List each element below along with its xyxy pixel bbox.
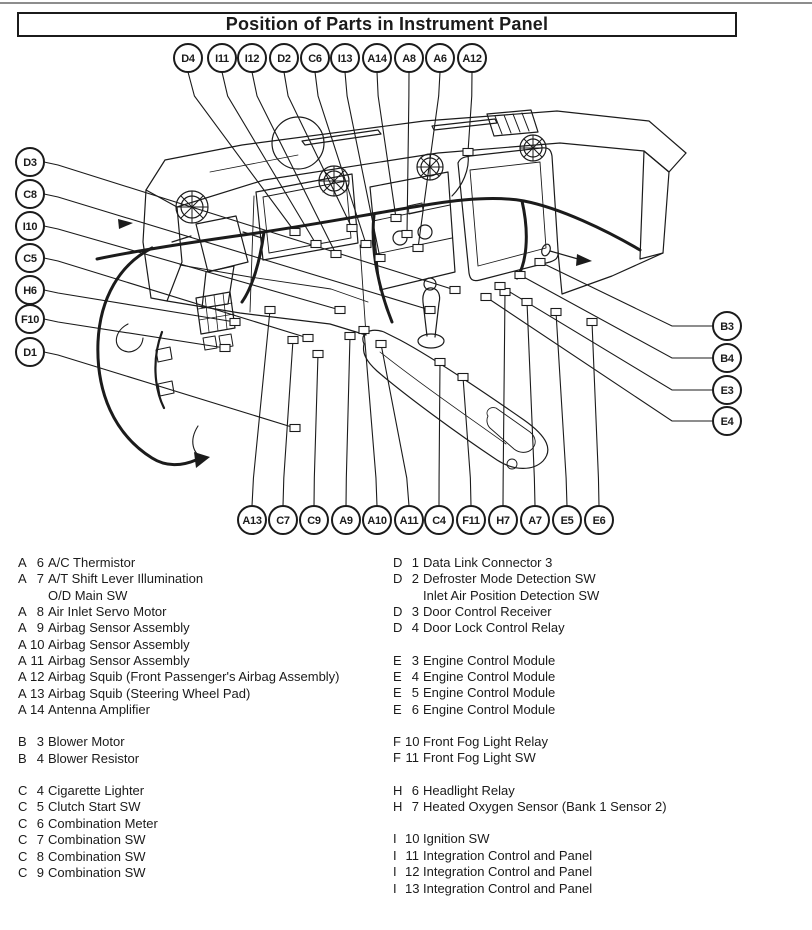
legend-code-letter: I <box>393 864 397 880</box>
callout-a6 <box>426 44 454 72</box>
callout-d2 <box>270 44 298 72</box>
leader-line-i10 <box>44 226 340 310</box>
leader-line-c4 <box>439 362 440 506</box>
connector-marker-i10 <box>335 307 345 314</box>
legend-code-number: 13 <box>405 880 420 896</box>
leader-line-a11 <box>381 344 409 506</box>
legend-part-name: Airbag Sensor Assembly <box>48 620 190 636</box>
legend-code-number: 13 <box>30 685 45 701</box>
callout-label: A14 <box>367 53 387 65</box>
callout-a7 <box>521 506 549 534</box>
callout-label: A9 <box>339 515 353 527</box>
callout-label: C4 <box>432 515 446 527</box>
connector-marker-c6 <box>361 241 371 248</box>
connector-marker-e3 <box>495 283 505 290</box>
legend-code-number: 8 <box>36 604 44 620</box>
connector-marker-c8 <box>425 307 435 314</box>
legend-entry-a12 <box>18 669 386 685</box>
connector-marker-h6 <box>230 319 240 326</box>
legend-part-name: Integration Control and Panel <box>423 847 593 863</box>
leader-lines <box>44 72 713 506</box>
connector-marker-i11 <box>311 241 321 248</box>
legend-column-left <box>18 555 386 881</box>
callout-f10 <box>16 305 44 333</box>
legend-code-letter: C <box>18 799 28 815</box>
dash-lower-edge <box>167 245 368 335</box>
leader-line-a7 <box>527 302 535 506</box>
legend-code-number: 8 <box>36 848 44 864</box>
legend-code-number: 6 <box>36 815 44 831</box>
page-title: Position of Parts in Instrument Panel <box>225 14 549 34</box>
legend-group <box>393 555 807 637</box>
callout-a13 <box>238 506 266 534</box>
leader-line-e5 <box>556 312 567 506</box>
callout-label: B3 <box>720 321 734 333</box>
legend-part-name: Integration Control and Panel <box>423 864 593 880</box>
connector-marker-a6 <box>413 245 423 252</box>
legend-entry-i10 <box>393 831 807 847</box>
legend-part-name: A/T Shift Lever Illumination <box>48 571 204 587</box>
legend-entry-a14 <box>18 702 386 718</box>
callout-label: H6 <box>23 285 37 297</box>
legend-entry-a9 <box>18 620 386 636</box>
callout-label: A12 <box>462 53 482 65</box>
legend-part-name: Airbag Sensor Assembly <box>48 653 190 669</box>
legend-code-number: 4 <box>36 750 44 766</box>
connector-marker-f10 <box>220 345 230 352</box>
floor-console <box>363 330 548 469</box>
legend-code-letter: E <box>393 669 402 685</box>
legend-code-letter: E <box>393 652 402 668</box>
leader-line-b3 <box>540 262 713 326</box>
legend-group <box>18 783 386 881</box>
callout-i10 <box>16 212 44 240</box>
callout-a10 <box>363 506 391 534</box>
legend-code-number: 9 <box>36 864 44 880</box>
connector-marker-a7 <box>522 299 532 306</box>
legend-entry-c9 <box>18 865 386 881</box>
legend-code-letter: B <box>18 734 27 750</box>
legend-part-name: Airbag Squib (Steering Wheel Pad) <box>48 685 251 701</box>
connector-marker-c7 <box>288 337 298 344</box>
legend-code-number: 2 <box>411 571 419 587</box>
callout-c5 <box>16 244 44 272</box>
callout-e3 <box>713 376 741 404</box>
legend-part-name: Combination SW <box>48 832 146 848</box>
legend-code-letter: F <box>393 734 401 750</box>
connector-marker-b4 <box>515 272 525 279</box>
callout-b3 <box>713 312 741 340</box>
legend-code-number: 5 <box>36 799 44 815</box>
callout-label: C7 <box>276 515 290 527</box>
legend-part-name: Door Lock Control Relay <box>423 620 565 636</box>
callout-a11 <box>395 506 423 534</box>
callout-d1 <box>16 338 44 366</box>
legend-part-name: Data Link Connector 3 <box>423 555 553 570</box>
legend-entry-a10 <box>18 637 386 653</box>
connector-marker-d2 <box>347 225 357 232</box>
connector-marker-a14 <box>391 215 401 222</box>
legend-part-name: Combination SW <box>48 848 146 864</box>
legend-code-letter: A <box>18 653 27 669</box>
legend-part-name: Clutch Start SW <box>48 799 141 815</box>
legend-code-letter: A <box>18 669 27 685</box>
callout-e4 <box>713 407 741 435</box>
legend-entry-d1 <box>393 555 807 571</box>
legend-code-letter: C <box>18 832 28 848</box>
legend-part-name: Door Control Receiver <box>423 604 552 620</box>
legend-code-number: 14 <box>30 702 45 718</box>
callout-label: F11 <box>462 515 480 527</box>
connector-marker-c5 <box>303 335 313 342</box>
callout-e5 <box>553 506 581 534</box>
legend-part-name: Integration Control and Panel <box>423 880 593 896</box>
legend-entry-i13 <box>393 881 807 897</box>
callout-label: E5 <box>560 515 574 527</box>
legend-entry-a6 <box>18 555 386 571</box>
leader-line-e4 <box>486 297 713 421</box>
connector-marker-e5 <box>551 309 561 316</box>
legend-part-name: Headlight Relay <box>423 782 515 798</box>
legend-entry-e4 <box>393 669 807 685</box>
callout-label: A13 <box>242 515 262 527</box>
dash-top-surface <box>146 111 686 207</box>
legend-code-letter: A <box>18 555 27 570</box>
callout-label: E3 <box>720 385 734 397</box>
legend-code-number: 4 <box>411 620 419 636</box>
legend-code-letter: E <box>393 701 402 717</box>
legend-code-number: 4 <box>36 783 44 799</box>
legend-part-name-line2: Inlet Air Position Detection SW <box>423 587 600 603</box>
legend-code-number: 10 <box>405 831 420 847</box>
dash-right-end <box>558 151 669 294</box>
legend-code-number: 10 <box>30 636 45 652</box>
callout-c8 <box>16 180 44 208</box>
legend-code-number: 3 <box>36 734 44 750</box>
callout-label: C5 <box>23 253 37 265</box>
legend-entry-c6 <box>18 816 386 832</box>
leader-line-d1 <box>44 352 295 428</box>
legend-code-letter: D <box>393 620 403 636</box>
legend-code-letter: D <box>393 555 403 570</box>
legend-entry-b4 <box>18 751 386 767</box>
legend-code-number: 7 <box>411 799 419 815</box>
callout-label: A8 <box>402 53 416 65</box>
callout-label: F10 <box>20 314 40 326</box>
callout-label: C6 <box>308 53 322 65</box>
leader-line-a9 <box>346 336 350 506</box>
legend-entry-d4 <box>393 620 807 636</box>
leader-line-a13 <box>252 310 270 506</box>
harness-arrowhead <box>194 452 210 468</box>
connector-marker-d4 <box>290 229 300 236</box>
legend-part-name: Blower Motor <box>48 734 125 750</box>
legend-entry-e6 <box>393 702 807 718</box>
legend-code-letter: B <box>18 750 27 766</box>
legend-code-number: 6 <box>411 701 419 717</box>
callout-i11 <box>208 44 236 72</box>
legend-code-number: 11 <box>30 653 44 669</box>
legend-group <box>393 653 807 718</box>
connector-marker-a8 <box>402 231 412 238</box>
legend-entry-h7 <box>393 799 807 815</box>
callout-e6 <box>585 506 613 534</box>
callout-label: I10 <box>22 221 38 233</box>
callout-label: E6 <box>592 515 606 527</box>
callout-label: I11 <box>215 53 229 65</box>
legend-code-number: 4 <box>411 669 419 685</box>
callout-a8 <box>395 44 423 72</box>
legend-part-name: Airbag Squib (Front Passenger's Airbag Assembly) <box>48 669 340 685</box>
legend-code-letter: A <box>18 604 27 620</box>
connector-marker-c9 <box>313 351 323 358</box>
legend-code-number: 7 <box>36 832 44 848</box>
callout-c7 <box>269 506 297 534</box>
callout-label: D2 <box>277 53 291 65</box>
legend-part-name: Engine Control Module <box>423 669 556 685</box>
callout-label: A10 <box>367 515 387 527</box>
connector-marker-i13 <box>375 255 385 262</box>
legend-code-number: 6 <box>411 782 419 798</box>
legend-entry-b3 <box>18 734 386 750</box>
callout-c4 <box>425 506 453 534</box>
callout-c9 <box>300 506 328 534</box>
callout-b4 <box>713 344 741 372</box>
legend-part-name: Combination Meter <box>48 815 158 831</box>
legend-part-name-line2: O/D Main SW <box>48 587 128 603</box>
legend-code-letter: D <box>393 604 403 620</box>
legend-part-name: A/C Thermistor <box>48 555 136 570</box>
connector-marker-e6 <box>587 319 597 326</box>
callout-label: E4 <box>720 416 734 428</box>
legend-code-number: 10 <box>405 734 420 750</box>
legend-entry-a7 <box>18 571 386 587</box>
legend-entry-c7 <box>18 832 386 848</box>
legend-code-number: 7 <box>36 571 44 587</box>
legend-entry-f11 <box>393 750 807 766</box>
legend-code-letter: H <box>393 782 403 798</box>
callout-label: B4 <box>720 353 734 365</box>
leader-line-h7 <box>503 292 505 506</box>
legend-code-letter: A <box>18 571 27 587</box>
legend-part-name: Engine Control Module <box>423 701 556 717</box>
leader-line-a10 <box>364 330 377 506</box>
legend-column-right <box>393 555 807 897</box>
callout-c6 <box>301 44 329 72</box>
legend-group <box>18 734 386 767</box>
legend-code-letter: A <box>18 685 27 701</box>
connector-marker-a9 <box>345 333 355 340</box>
callout-label: I13 <box>337 53 353 65</box>
callout-label: A7 <box>528 515 542 527</box>
legend-part-name: Combination SW <box>48 864 146 880</box>
legend-entry-e3 <box>393 653 807 669</box>
legend-code-letter: A <box>18 702 27 718</box>
legend-entry-d3 <box>393 604 807 620</box>
legend-code-letter: I <box>393 831 397 847</box>
connector-marker-d1 <box>290 425 300 432</box>
legend-code-number: 12 <box>405 864 420 880</box>
legend-entry-h6 <box>393 783 807 799</box>
connector-marker-a11 <box>376 341 386 348</box>
legend-entry-i11 <box>393 848 807 864</box>
legend-part-name: Defroster Mode Detection SW <box>423 571 596 587</box>
legend-code-number: 6 <box>36 555 44 570</box>
legend-part-name: Airbag Sensor Assembly <box>48 636 190 652</box>
legend-entry-i12 <box>393 864 807 880</box>
callout-label: I12 <box>244 53 260 65</box>
callout-label: C9 <box>307 515 321 527</box>
legend-entry-a8 <box>18 604 386 620</box>
leader-line-a14 <box>377 72 396 218</box>
leader-line-c7 <box>283 340 293 506</box>
callout-a12 <box>458 44 486 72</box>
connector-marker-c4 <box>435 359 445 366</box>
legend-code-number: 12 <box>30 669 45 685</box>
legend-group <box>393 831 807 896</box>
legend-code-letter: C <box>18 864 28 880</box>
callout-label: A11 <box>399 515 419 527</box>
callout-label: D3 <box>23 157 37 169</box>
connector-marker-i12 <box>331 251 341 258</box>
callout-label: A6 <box>433 53 447 65</box>
leader-line-b4 <box>520 275 713 358</box>
legend-entry-f10 <box>393 734 807 750</box>
callout-bubbles <box>16 44 741 534</box>
legend-entry-a11 <box>18 653 386 669</box>
legend-part-name: Antenna Amplifier <box>48 702 150 718</box>
callout-a14 <box>363 44 391 72</box>
legend-code-letter: E <box>393 685 402 701</box>
callout-label: D1 <box>23 347 37 359</box>
connector-marker-f11 <box>458 374 468 381</box>
legend-entry-d2 <box>393 571 807 587</box>
legend-entry-c5 <box>18 799 386 815</box>
legend-code-number: 3 <box>411 652 419 668</box>
legend-part-name: Blower Resistor <box>48 750 140 766</box>
legend-code-number: 3 <box>411 604 419 620</box>
connector-marker-e4 <box>481 294 491 301</box>
legend-entry-c8 <box>18 849 386 865</box>
legend-code-letter: A <box>18 620 27 636</box>
connector-markers <box>220 149 597 432</box>
leader-line-d3 <box>44 162 455 290</box>
legend-part-name: Front Fog Light Relay <box>423 734 549 750</box>
legend-group <box>18 555 386 718</box>
legend-code-number: 9 <box>36 620 44 636</box>
legend-code-letter: C <box>18 783 28 799</box>
legend-code-letter: H <box>393 799 403 815</box>
connector-marker-a13 <box>265 307 275 314</box>
callout-d4 <box>174 44 202 72</box>
legend-group <box>393 734 807 767</box>
legend-code-letter: C <box>18 848 28 864</box>
leader-line-e6 <box>592 322 599 506</box>
legend-code-number: 1 <box>411 555 419 570</box>
legend-part-name: Cigarette Lighter <box>48 783 145 799</box>
callout-a9 <box>332 506 360 534</box>
pointer-arrow <box>118 219 133 229</box>
callout-i12 <box>238 44 266 72</box>
connector-marker-b3 <box>535 259 545 266</box>
connector-marker-a12 <box>463 149 473 156</box>
legend-entry-e5 <box>393 685 807 701</box>
callout-i13 <box>331 44 359 72</box>
legend-group <box>393 783 807 816</box>
legend-code-number: 11 <box>405 750 419 766</box>
legend-part-name: Ignition SW <box>423 831 490 847</box>
legend-code-letter: I <box>393 847 397 863</box>
legend-code-letter: F <box>393 750 401 766</box>
legend-part-name: Heated Oxygen Sensor (Bank 1 Sensor 2) <box>423 799 667 815</box>
callout-d3 <box>16 148 44 176</box>
legend-part-name: Engine Control Module <box>423 652 556 668</box>
callout-label: C8 <box>23 189 37 201</box>
connector-marker-d3 <box>450 287 460 294</box>
right-vent-icon <box>520 135 546 161</box>
callout-h6 <box>16 276 44 304</box>
callout-h7 <box>489 506 517 534</box>
connector-marker-a10 <box>359 327 369 334</box>
legend-code-number: 11 <box>405 847 419 863</box>
leader-line-c9 <box>314 354 318 506</box>
callout-f11 <box>457 506 485 534</box>
callout-label: H7 <box>496 515 510 527</box>
legend-code-letter: I <box>393 880 397 896</box>
legend-part-name: Air Inlet Servo Motor <box>48 604 167 620</box>
legend-entry-c4 <box>18 783 386 799</box>
leader-line-a12 <box>468 72 472 152</box>
legend-code-letter: C <box>18 815 28 831</box>
leader-line-f10 <box>44 319 225 348</box>
legend-code-number: 5 <box>411 685 419 701</box>
legend-code-letter: A <box>18 636 27 652</box>
callout-label: D4 <box>181 53 195 65</box>
legend-code-letter: D <box>393 571 403 587</box>
legend-part-name: Front Fog Light SW <box>423 750 536 766</box>
legend-part-name: Engine Control Module <box>423 685 556 701</box>
legend-entry-a13 <box>18 686 386 702</box>
